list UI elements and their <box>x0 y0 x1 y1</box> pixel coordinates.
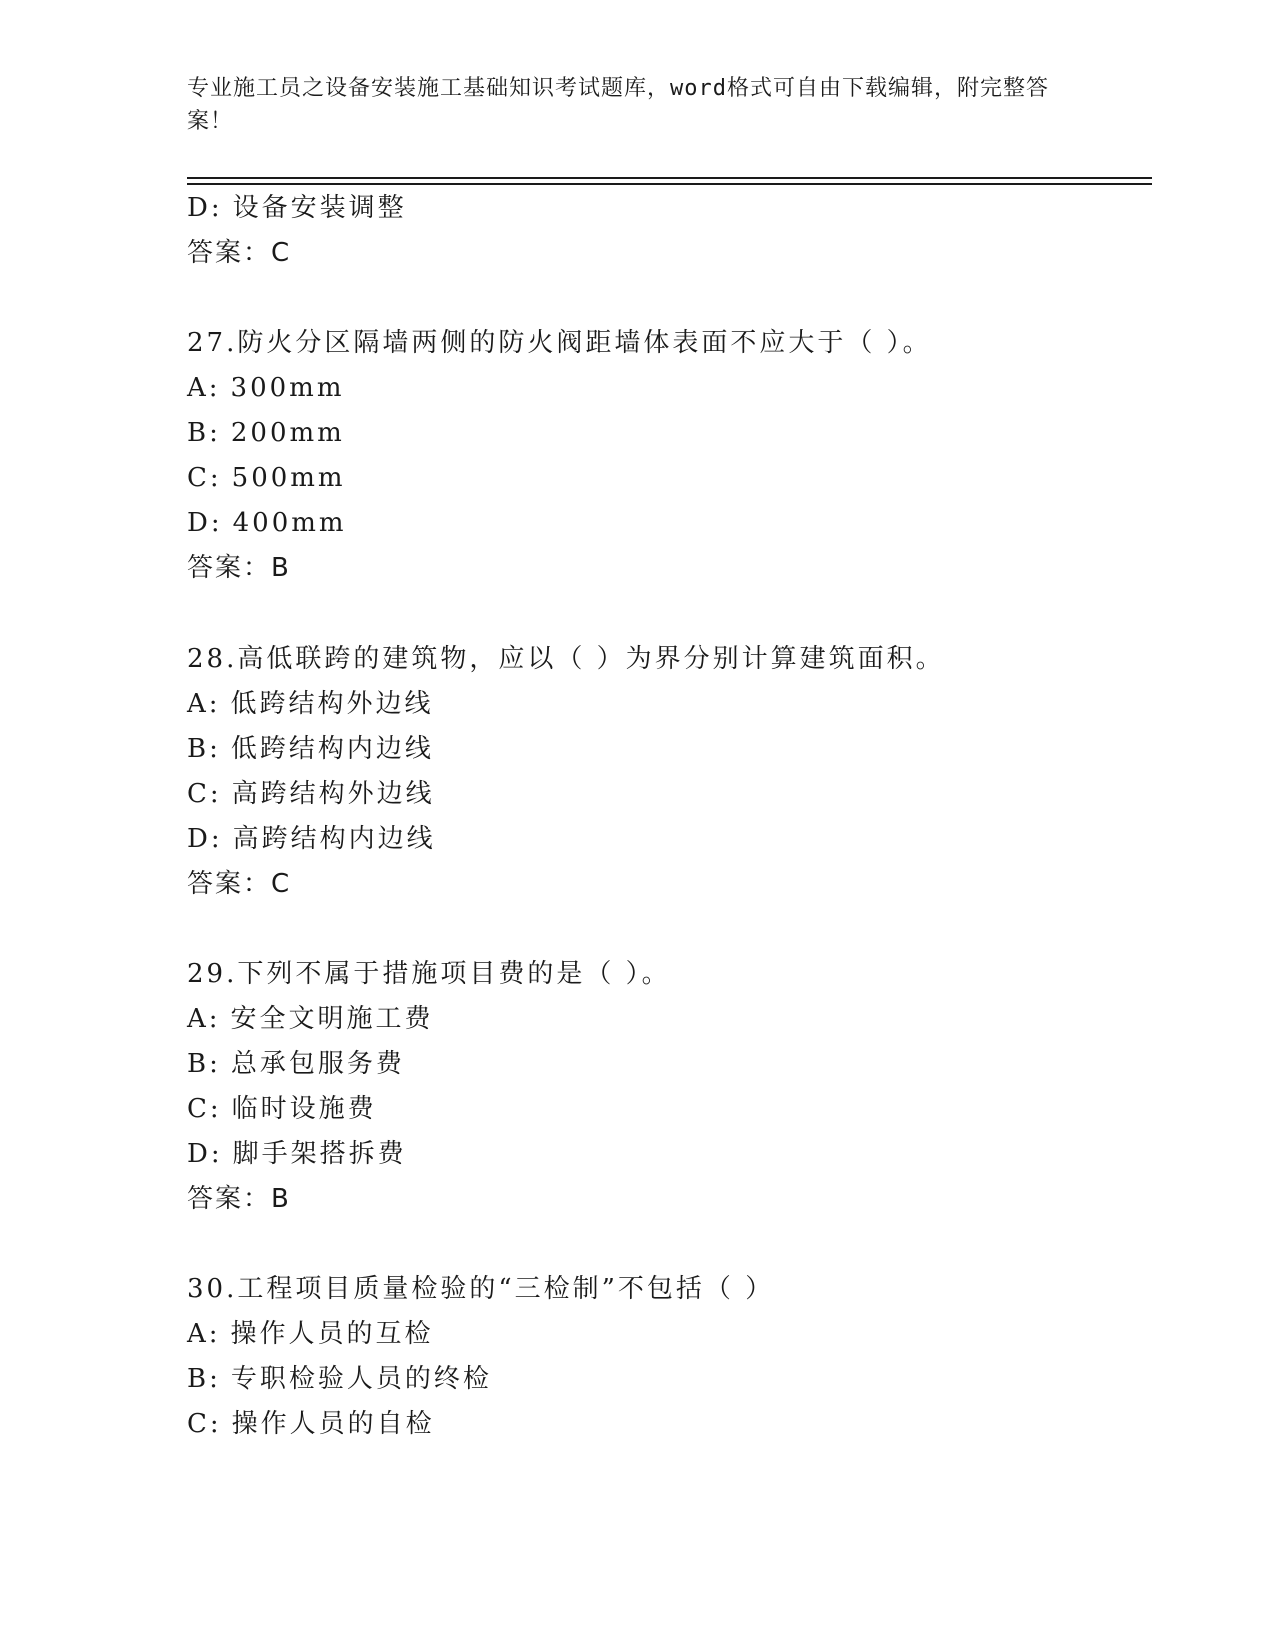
option-label: A: <box>187 373 221 403</box>
option-b <box>187 417 345 449</box>
option-b <box>187 1048 405 1080</box>
header-divider-bottom <box>187 183 1152 185</box>
option-label: C: <box>187 463 222 493</box>
option-label: D: <box>187 508 223 538</box>
option-d <box>187 507 347 539</box>
option-text: 高跨结构外边线 <box>231 779 435 809</box>
option-label: D: <box>187 824 223 854</box>
option-text: 高跨结构内边线 <box>232 824 436 854</box>
option-label: A: <box>187 689 221 719</box>
option-c <box>187 1408 435 1440</box>
header-divider-top <box>187 177 1152 179</box>
answer: 答案：C <box>187 238 292 268</box>
question-stem: 27.防火分区隔墙两侧的防火阀距墙体表面不应大于（ ）。 <box>187 328 932 358</box>
option-b <box>187 1363 492 1395</box>
option-label: D: <box>187 193 223 223</box>
document-header: 专业施工员之设备安装施工基础知识考试题库，word格式可自由下载编辑，附完整答案！ <box>187 76 1049 134</box>
option-label: C: <box>187 1409 222 1439</box>
option-text: 500mm <box>231 463 346 493</box>
option-b <box>187 733 434 765</box>
option-text: 操作人员的互检 <box>230 1319 434 1349</box>
option-label: B: <box>187 1049 221 1079</box>
option-text: 400mm <box>232 508 347 538</box>
option-text: 低跨结构内边线 <box>230 734 434 764</box>
option-text: 300mm <box>230 373 345 403</box>
option-a <box>187 688 434 720</box>
answer: 答案：C <box>187 869 292 899</box>
option-text: 设备安装调整 <box>232 193 407 223</box>
option-d <box>187 1138 407 1170</box>
option-c <box>187 778 435 810</box>
option-text: 200mm <box>230 418 345 448</box>
answer: 答案：B <box>187 553 291 583</box>
option-label: A: <box>187 1004 221 1034</box>
option-c <box>187 462 346 494</box>
option-d <box>187 192 407 224</box>
option-label: A: <box>187 1319 221 1349</box>
question-stem: 28.高低联跨的建筑物，应以（ ）为界分别计算建筑面积。 <box>187 644 945 674</box>
answer: 答案：B <box>187 1184 291 1214</box>
option-a <box>187 1318 434 1350</box>
option-text: 脚手架搭拆费 <box>232 1139 407 1169</box>
question-stem: 29.下列不属于措施项目费的是（ ）。 <box>187 959 671 989</box>
option-label: D: <box>187 1139 223 1169</box>
option-label: B: <box>187 1364 221 1394</box>
option-a <box>187 372 344 404</box>
option-c <box>187 1093 377 1125</box>
option-label: B: <box>187 418 221 448</box>
option-text: 低跨结构外边线 <box>230 689 434 719</box>
option-label: C: <box>187 1094 222 1124</box>
option-text: 操作人员的自检 <box>231 1409 435 1439</box>
option-text: 临时设施费 <box>231 1094 377 1124</box>
option-d <box>187 823 436 855</box>
option-label: B: <box>187 734 221 764</box>
question-stem: 30.工程项目质量检验的“三检制”不包括（ ） <box>187 1274 775 1304</box>
option-label: C: <box>187 779 222 809</box>
option-a <box>187 1003 434 1035</box>
option-text: 总承包服务费 <box>230 1049 405 1079</box>
option-text: 专职检验人员的终检 <box>230 1364 492 1394</box>
option-text: 安全文明施工费 <box>230 1004 434 1034</box>
